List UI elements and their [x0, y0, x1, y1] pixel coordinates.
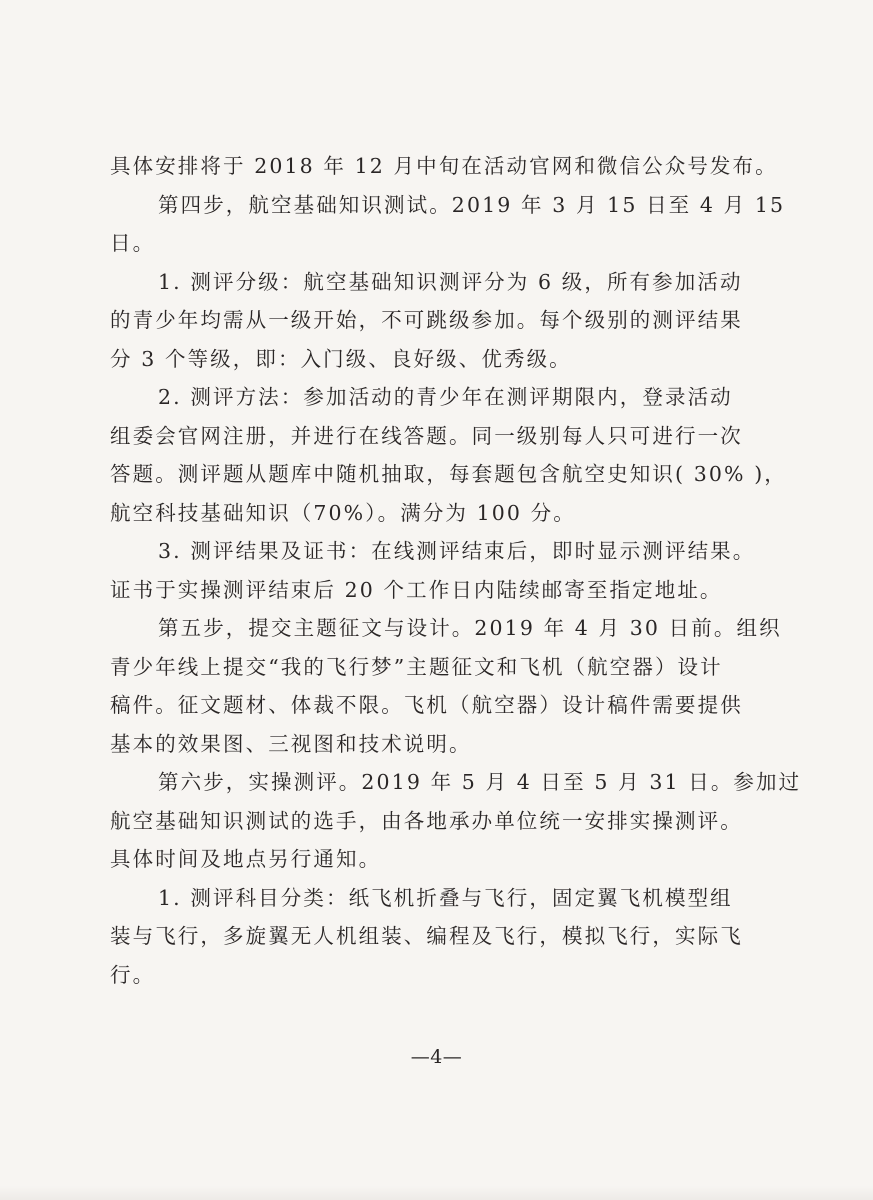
- text-line: 1. 测评科目分类：纸飞机折叠与飞行，固定翼飞机模型组: [158, 885, 733, 910]
- document-body: [110, 147, 802, 994]
- text-line: 具体安排将于 2018 年 12 月中旬在活动官网和微信公众号发布。: [110, 154, 778, 178]
- text-line: 行。: [110, 962, 156, 987]
- page-number: —4—: [410, 1046, 463, 1068]
- text-line: 基本的效果图、三视图和技术说明。: [110, 731, 472, 756]
- text-line: 稿件。征文题材、体裁不限。飞机（航空器）设计稿件需要提供: [110, 693, 743, 717]
- text-line: 具体时间及地点另行通知。: [110, 847, 382, 871]
- text-line: 1. 测评分级：航空基础知识测评分为 6 级，所有参加活动: [158, 269, 743, 294]
- text-line: 航空科技基础知识（70%）。满分为 100 分。: [110, 500, 576, 525]
- text-line: 装与飞行，多旋翼无人机组装、编程及飞行，模拟飞行，实际飞: [110, 924, 743, 948]
- text-line: 证书于实操测评结束后 20 个工作日内陆续邮寄至指定地址。: [110, 577, 723, 602]
- scan-edge-shadow: [0, 1186, 873, 1200]
- text-line: 航空基础知识测试的选手，由各地承办单位统一安排实操测评。: [110, 808, 743, 833]
- text-line: 的青少年均需从一级开始，不可跳级参加。每个级别的测评结果: [110, 308, 743, 332]
- text-line: 第六步，实操测评。2019 年 5 月 4 日至 5 月 31 日。参加过: [158, 770, 802, 794]
- text-line: 第五步，提交主题征文与设计。2019 年 4 月 30 日前。组织: [158, 616, 782, 640]
- text-line: 2. 测评方法：参加活动的青少年在测评期限内，登录活动: [158, 385, 733, 409]
- text-line: 3. 测评结果及证书：在线测评结束后，即时显示测评结果。: [158, 539, 756, 563]
- text-line: 青少年线上提交“我的飞行梦”主题征文和飞机（航空器）设计: [110, 654, 723, 679]
- text-line: 分 3 个等级，即：入门级、良好级、优秀级。: [110, 346, 572, 371]
- text-line: 日。: [110, 231, 156, 255]
- text-line: 组委会官网注册，并进行在线答题。同一级别每人只可进行一次: [110, 423, 743, 448]
- text-line: 第四步，航空基础知识测试。2019 年 3 月 15 日至 4 月 15: [158, 192, 786, 217]
- text-line: 答题。测评题从题库中随机抽取，每套题包含航空史知识( 30% )，: [110, 462, 787, 486]
